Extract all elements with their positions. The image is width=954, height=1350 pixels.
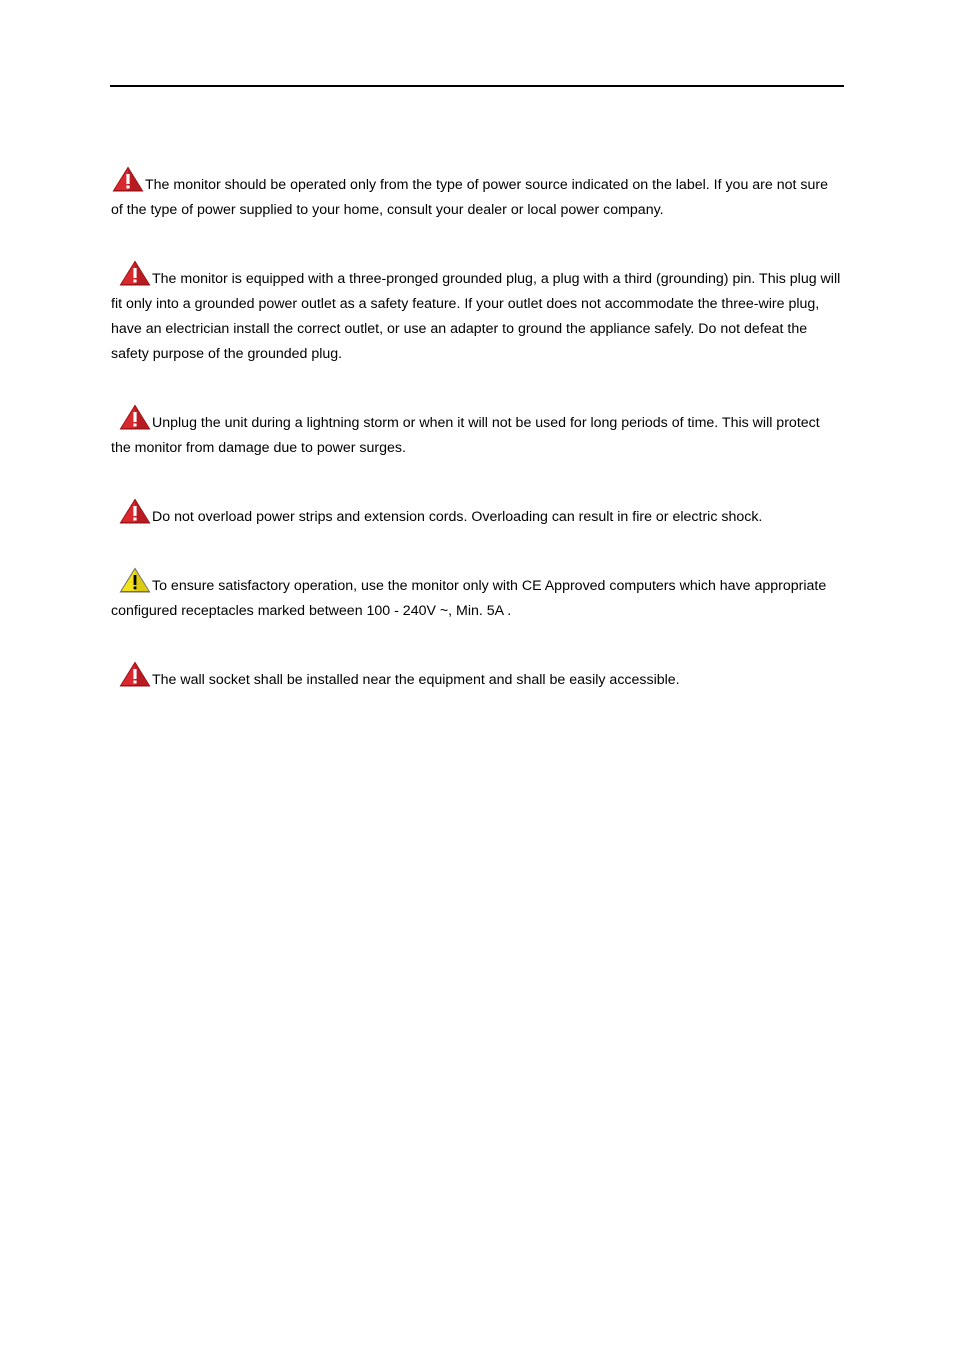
warning-text: The monitor is equipped with a three-pronged grounded plug, a plug with a third (grounding) pin. This plug will fit only into a grounded power outlet as a safety feature. If your outlet does not accommodate the three-wire plug, have an electrician install the correct outlet, or use an adapter to ground the appliance safely. Do not defeat the safety purpose of the grounded plug. [111,271,841,362]
warning-wall-socket [111,660,843,693]
warning-lightning-storm [111,403,843,461]
warning-text: Do not overload power strips and extension cords. Overloading can result in fire or electric shock. [152,509,763,525]
warning-text: To ensure satisfactory operation, use the monitor only with CE Approved computers which have appropriate configured receptacles marked between 100 - 240V ~, Min. 5A . [111,578,827,619]
warning-grounded-plug [111,259,843,367]
warning-red-icon [118,259,152,287]
safety-warnings [111,165,843,693]
warning-red-icon [111,165,145,193]
warning-power-source [111,165,843,223]
warning-text: The monitor should be operated only from the type of power source indicated on the label. If you are not sure of the type of power supplied to your home, consult your dealer or local power company. [111,177,828,218]
caution-yellow-icon [118,566,152,594]
warning-overload [111,497,843,530]
warning-text: Unplug the unit during a lightning storm or when it will not be used for long periods of time. This will protect the monitor from damage due to power surges. [111,415,820,456]
warning-red-icon [118,403,152,431]
caution-ce-approved [111,566,843,624]
header-rule [110,85,844,87]
warning-red-icon [118,660,152,688]
warning-text: The wall socket shall be installed near the equipment and shall be easily accessible. [152,672,680,688]
warning-red-icon [118,497,152,525]
